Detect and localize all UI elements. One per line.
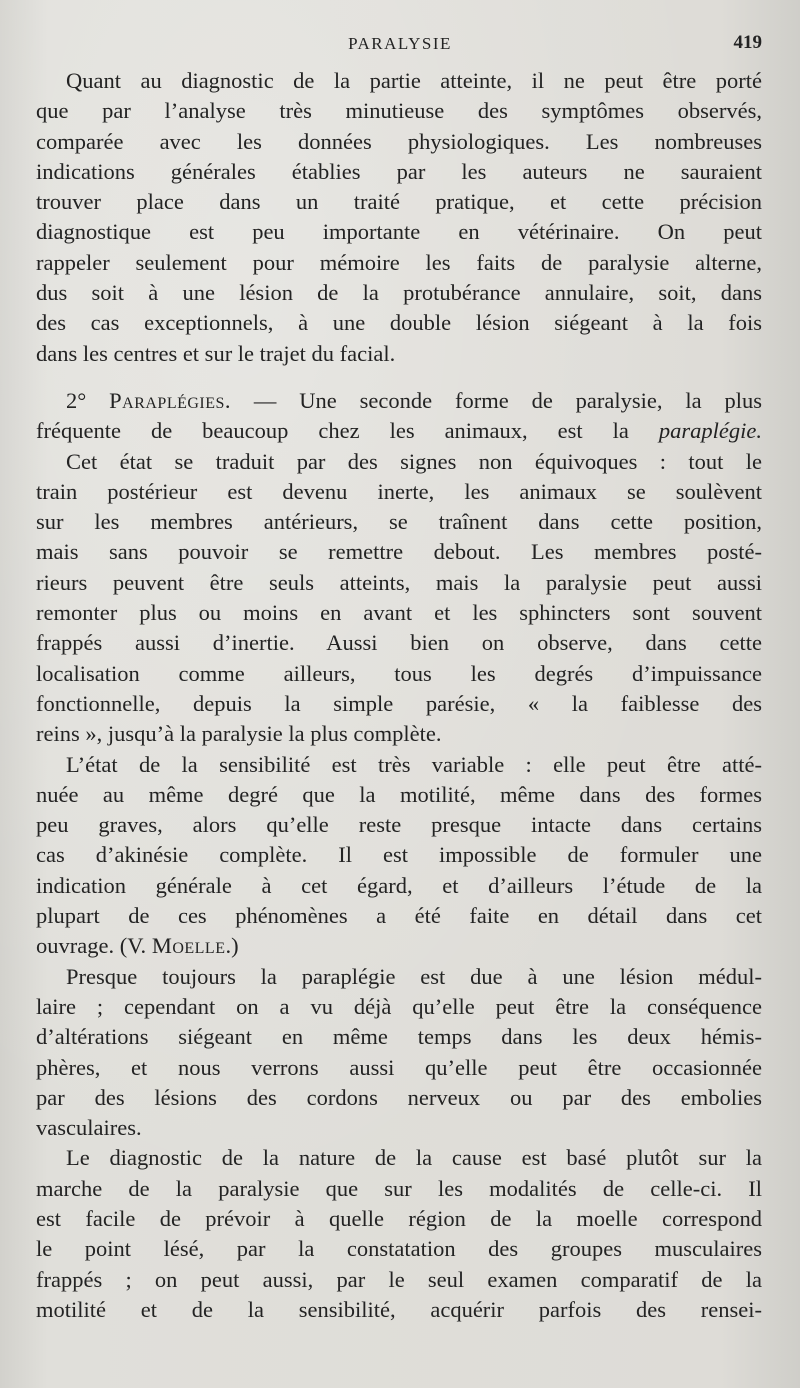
text-line: train postérieur est devenu inerte, les animaux se soulèvent [36,478,762,504]
paragraph-nature-cause [36,1143,762,1325]
text-line: cas d’akinésie complète. Il est impossible de formuler une [36,842,762,868]
paragraph-paraplegies [36,386,762,750]
section-heading-line [36,386,762,416]
text-line: frappés ; on peut aussi, par le seul examen comparatif de la [36,1266,762,1292]
text-line: laire ; cependant on a vu déjà qu’elle peut être la conséquence [36,993,762,1019]
section-number: 2° [66,387,87,413]
text-line: rieurs peuvent être seuls atteints, mais la paralysie peut aussi [36,569,762,595]
text-line [36,416,762,446]
text-line: d’altérations siégeant en même temps dans les deux hémis- [36,1024,762,1050]
text-run: ouvrage. (V. [36,933,152,959]
text-line: diagnostique est peu importante en vétérinaire. On peut [36,219,762,245]
page-number: 419 [733,32,762,53]
text-line [36,931,762,961]
text-line: motilité et de la sensibilité, acquérir parfois des rensei- [36,1296,762,1322]
text-line: plupart de ces phénomènes a été faite en détail dans cet [36,903,762,929]
text-line: trouver place dans un traité pratique, et cette précision [36,189,762,215]
italic-term: paraplégie. [658,418,762,444]
text-line: comparée avec les données physiologiques. Les nombreuses [36,128,762,154]
text-line: Cet état se traduit par des signes non équivoques : tout le [66,448,762,474]
text-line: mais sans pouvoir se remettre debout. Les membres posté- [36,539,762,565]
body-text [36,66,762,1325]
running-title: PARALYSIE [348,34,452,53]
text-line: sur les membres antérieurs, se traînent dans cette position, [36,509,762,535]
section-heading: Paraplégies. [109,387,232,413]
text-line: est facile de prévoir à quelle région de la moelle correspond [36,1205,762,1231]
text-line: vasculaires. [36,1115,142,1141]
text-line: L’état de la sensibilité est très variable : elle peut être atté- [66,751,762,777]
paragraph-diagnostic-localisation [36,66,762,369]
paragraph-cause [36,962,762,1144]
text-line: indications générales établies par les auteurs ne sauraient [36,158,762,184]
section-gap [36,369,762,386]
text-line: par des lésions des cordons nerveux ou par des embolies [36,1084,762,1110]
text-line: phères, et nous verrons aussi qu’elle peut être occasionnée [36,1054,762,1080]
text-line: le point lésé, par la constatation des groupes musculaires [36,1236,762,1262]
cross-reference: Moelle [151,933,226,959]
text-line: Quant au diagnostic de la partie atteinte, il ne peut être porté [66,68,762,93]
text-line: frappés aussi d’inertie. Aussi bien on observe, dans cette [36,630,762,656]
text-line: Presque toujours la paraplégie est due à une lésion médul- [66,963,762,989]
text-line: remonter plus ou moins en avant et les sphincters sont souvent [36,600,762,626]
text-run: .) [225,933,239,959]
text-run: — Une seconde forme de paralysie, la plus [231,387,762,413]
text-line: des cas exceptionnels, à une double lésion siégeant à la fois [36,310,762,336]
text-line: peu graves, alors qu’elle reste presque intacte dans certains [36,812,762,838]
text-line: Le diagnostic de la nature de la cause est basé plutôt sur la [66,1145,762,1171]
text-line: dans les centres et sur le trajet du facial. [36,340,396,366]
text-line: reins », jusqu’à la paralysie la plus complète. [36,721,442,747]
text-line: localisation comme ailleurs, tous les degrés d’impuissance [36,660,762,686]
text-line: fonctionnelle, depuis la simple parésie, « la faiblesse des [36,690,762,716]
text-line: marche de la paralysie que sur les modalités de celle-ci. Il [36,1175,762,1201]
text-line: indication générale à cet égard, et d’ailleurs l’étude de la [36,872,762,898]
paragraph-sensibilite [36,750,762,962]
text-run: fréquente de beaucoup chez les animaux, est la [36,418,659,444]
running-head [0,30,800,60]
text-line: rappeler seulement pour mémoire les faits de paralysie alterne, [36,249,762,275]
text-line: dus soit à une lésion de la protubérance annulaire, soit, dans [36,280,762,306]
text-line: que par l’analyse très minutieuse des symptômes observés, [36,98,762,124]
text-line: nuée au même degré que la motilité, même dans des formes [36,781,762,807]
